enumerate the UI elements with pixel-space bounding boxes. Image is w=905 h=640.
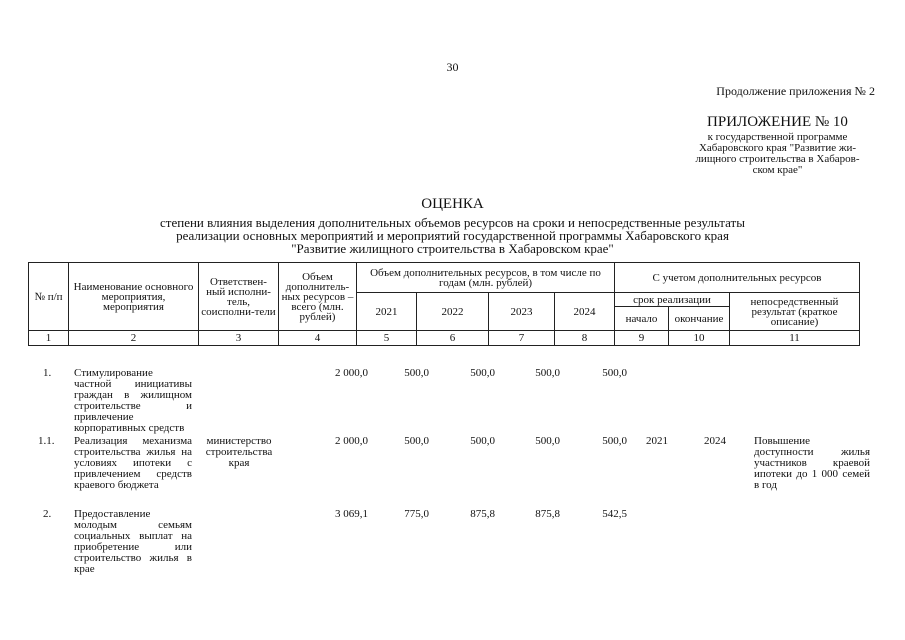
column-number: 6 [417, 331, 489, 346]
row-total: 2 000,0 [335, 367, 368, 379]
continuation-note: Продолжение приложения № 2 [716, 84, 875, 98]
row-name: Стимулирование частной инициативы граждан в жилищном строительстве и привлечение корпоративных средств [74, 367, 192, 434]
resources-table [28, 262, 860, 346]
appendix-line: к государственной программе [707, 131, 848, 143]
document-heading: ОЦЕНКА [421, 196, 484, 212]
row-total: 2 000,0 [335, 435, 368, 447]
row-2024: 500,0 [602, 367, 627, 379]
header-result: непосредственный результат (краткое описание) [730, 293, 860, 331]
row-2024: 500,0 [602, 435, 627, 447]
row-2023: 500,0 [535, 435, 560, 447]
column-number: 10 [669, 331, 730, 346]
column-number: 2 [69, 331, 199, 346]
appendix-line: лищного строительства в Хабаров- [695, 153, 860, 165]
header-year-2024: 2024 [555, 293, 615, 331]
column-number: 3 [199, 331, 279, 346]
header-term: срок реализации [615, 293, 730, 307]
row-num: 1. [43, 367, 52, 379]
header-responsible: Ответствен-ный исполни-тель, соисполни-тели [199, 263, 279, 331]
column-number: 9 [615, 331, 669, 346]
row-responsible: министерство строительства края [205, 435, 273, 469]
row-num: 1.1. [38, 435, 55, 447]
appendix-line: Хабаровского края "Развитие жи- [698, 142, 857, 154]
row-2023: 875,8 [535, 508, 560, 520]
column-number: 4 [279, 331, 357, 346]
row-2022: 500,0 [470, 435, 495, 447]
row-2022: 875,8 [470, 508, 495, 520]
column-number: 7 [489, 331, 555, 346]
row-2021: 775,0 [404, 508, 429, 520]
column-number: 11 [730, 331, 860, 346]
appendix-title: ПРИЛОЖЕНИЕ № 10 [707, 114, 848, 130]
page-number: 30 [446, 60, 459, 74]
row-2023: 500,0 [535, 367, 560, 379]
header-end: окончание [669, 307, 730, 331]
header-volume: Объем дополнитель-ных ресурсов – всего (млн. рублей) [279, 263, 357, 331]
column-number: 5 [357, 331, 417, 346]
column-number: 1 [29, 331, 69, 346]
header-with-resources: С учетом дополнительных ресурсов [615, 263, 860, 293]
row-num: 2. [43, 508, 52, 520]
row-result: Повышение доступности жилья участников краевой ипотеки до 1 000 семей в год [754, 435, 870, 491]
header-name: Наименование основного мероприятия, мероприятия [69, 263, 199, 331]
column-number: 8 [555, 331, 615, 346]
row-total: 3 069,1 [335, 508, 368, 520]
header-start: начало [615, 307, 669, 331]
subheading-line: реализации основных мероприятий и мероприятий государственной программы Хабаровского края [176, 228, 729, 243]
header-year-2023: 2023 [489, 293, 555, 331]
header-year-2021: 2021 [357, 293, 417, 331]
header-num: № п/п [29, 263, 69, 331]
row-2024: 542,5 [602, 508, 627, 520]
row-start: 2021 [646, 435, 668, 447]
row-2021: 500,0 [404, 367, 429, 379]
subheading-line: "Развитие жилищного строительства в Хабаровском крае" [291, 241, 614, 256]
row-name: Предоставление молодым семьям социальных выплат на приобретение или строительство жилья в крае [74, 508, 192, 575]
appendix-line: ском крае" [752, 164, 803, 176]
row-name: Реализация механизма строительства жилья на условиях ипотеки с привлечением средств краевого бюджета [74, 435, 192, 491]
document-subheading [70, 216, 835, 255]
subheading-line: степени влияния выделения дополнительных объемов ресурсов на сроки и непосредственные результаты [160, 215, 745, 230]
row-2021: 500,0 [404, 435, 429, 447]
row-end: 2024 [704, 435, 726, 447]
header-year-2022: 2022 [417, 293, 489, 331]
row-2022: 500,0 [470, 367, 495, 379]
appendix-block [690, 114, 865, 176]
header-by-years: Объем дополнительных ресурсов, в том числе по годам (млн. рублей) [357, 263, 615, 293]
